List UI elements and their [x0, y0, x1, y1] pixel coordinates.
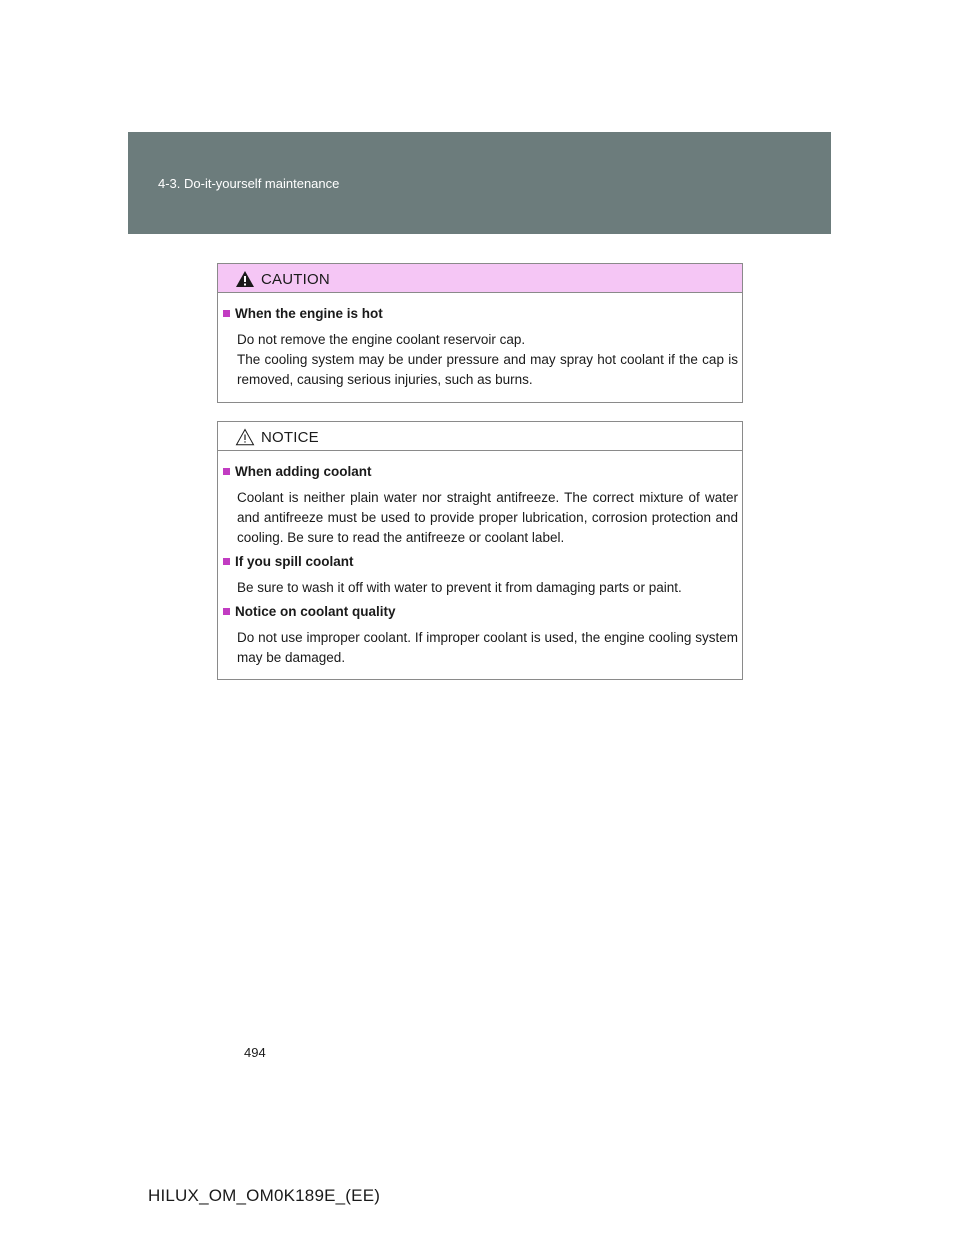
document-code: HILUX_OM_OM0K189E_(EE) [148, 1186, 381, 1205]
warning-triangle-filled-icon [235, 270, 255, 288]
caution-header [218, 264, 742, 293]
square-bullet-icon [223, 310, 230, 317]
page-number: 494 [244, 1045, 266, 1060]
caution-box [217, 263, 743, 403]
caution-label: CAUTION [261, 270, 330, 288]
notice-label: NOTICE [261, 428, 319, 446]
item-title: If you spill coolant [235, 554, 354, 569]
warning-triangle-outline-icon [235, 428, 255, 446]
square-bullet-icon [223, 608, 230, 615]
item-title: When adding coolant [235, 464, 372, 479]
item-paragraph: Coolant is neither plain water nor straight antifreeze. The correct mixture of water and antifreeze must be used to provide proper lubrication, corrosion protection and cooling. Be sure to read the antifreeze or coolant label. [237, 490, 738, 545]
item-paragraph: Be sure to wash it off with water to prevent it from damaging parts or paint. [237, 580, 682, 595]
notice-item [223, 604, 738, 668]
section-title: 4-3. Do-it-yourself maintenance [158, 176, 340, 191]
notice-box [217, 421, 743, 680]
item-paragraph: Do not use improper coolant. If improper coolant is used, the engine cooling system may be damaged. [237, 630, 738, 665]
square-bullet-icon [223, 468, 230, 475]
notice-header [218, 422, 742, 451]
item-title: Notice on coolant quality [235, 604, 396, 619]
notice-item [223, 554, 738, 598]
item-title: When the engine is hot [235, 306, 383, 321]
item-paragraph: Do not remove the engine coolant reservoir cap. [237, 332, 526, 347]
caution-item [223, 306, 738, 390]
item-paragraph: The cooling system may be under pressure and may spray hot coolant if the cap is removed, causing serious injuries, such as burns. [237, 352, 738, 387]
square-bullet-icon [223, 558, 230, 565]
notice-item [223, 464, 738, 548]
header-band [128, 132, 831, 234]
